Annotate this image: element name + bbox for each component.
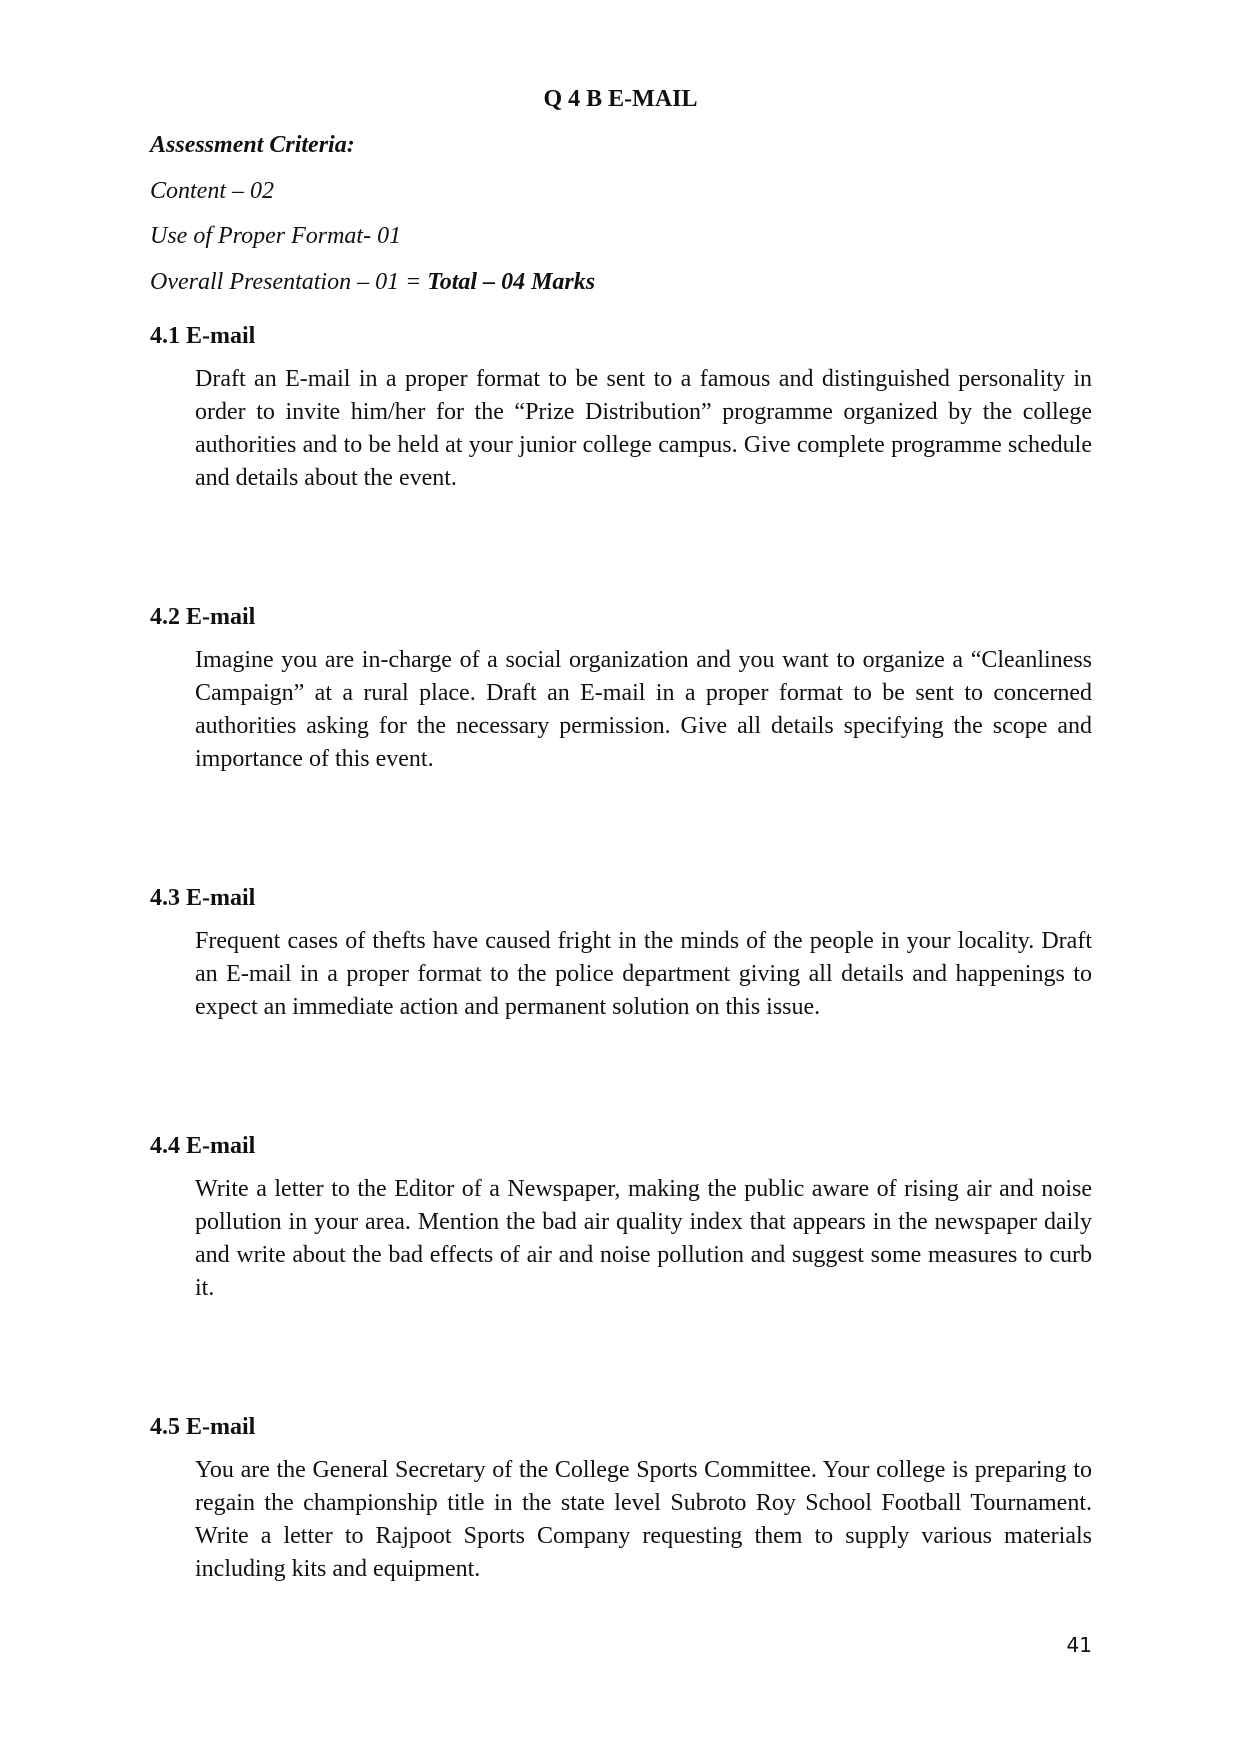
page-number: 41: [1066, 1633, 1092, 1657]
criteria-content: Content – 02: [150, 177, 274, 204]
criteria-total: Total – 04 Marks: [427, 268, 596, 295]
question-text: Write a letter to the Editor of a Newspaper, making the public aware of rising air and noise pollution in your area. Mention the bad air quality index that appears in the newspaper daily and write about the bad effects of air and noise pollution and suggest some measures to curb it.: [195, 1176, 1092, 1301]
question-4-5: [150, 1412, 1092, 1586]
criteria-equals: =: [399, 268, 428, 295]
question-text: Frequent cases of thefts have caused fright in the minds of the people in your locality. Draft an E-mail in a proper format to the police department giving all details and happenings to expect an immediate action and permanent solution on this issue.: [195, 928, 1092, 1020]
question-heading: 4.5 E-mail: [150, 1414, 256, 1440]
question-text: Imagine you are in-charge of a social organization and you want to organize a “Cleanliness Campaign” at a rural place. Draft an E-mail in a proper format to be sent to concerned authorities asking for the necessary permission. Give all details specifying the scope and importance of this event.: [195, 647, 1092, 772]
criteria-heading: Assessment Criteria:: [150, 132, 355, 158]
question-4-1: [150, 321, 1092, 495]
question-4-2: [150, 602, 1092, 776]
question-text: Draft an E-mail in a proper format to be sent to a famous and distinguished personality in order to invite him/her for the “Prize Distribution” programme organized by the college authorities and to be held at your junior college campus. Give complete programme schedule and details about the event.: [195, 366, 1092, 491]
page-title: Q 4 B E-MAIL: [543, 86, 698, 112]
criteria-presentation-line: [150, 267, 595, 313]
criteria-format: Use of Proper Format- 01: [150, 223, 402, 249]
question-heading: 4.2 E-mail: [150, 604, 256, 630]
question-heading: 4.3 E-mail: [150, 885, 256, 911]
question-heading: 4.1 E-mail: [150, 323, 256, 349]
question-text: You are the General Secretary of the College Sports Committee. Your college is preparing to regain the championship title in the state level Subroto Roy School Football Tournament. Write a letter to Rajpoot Sports Company requesting them to supply various materials including kits and equipment.: [195, 1457, 1092, 1582]
question-4-4: [150, 1131, 1092, 1305]
criteria-presentation: Overall Presentation – 01: [150, 268, 400, 295]
assessment-criteria: [150, 130, 595, 312]
question-heading: 4.4 E-mail: [150, 1133, 256, 1159]
question-4-3: [150, 883, 1092, 1024]
